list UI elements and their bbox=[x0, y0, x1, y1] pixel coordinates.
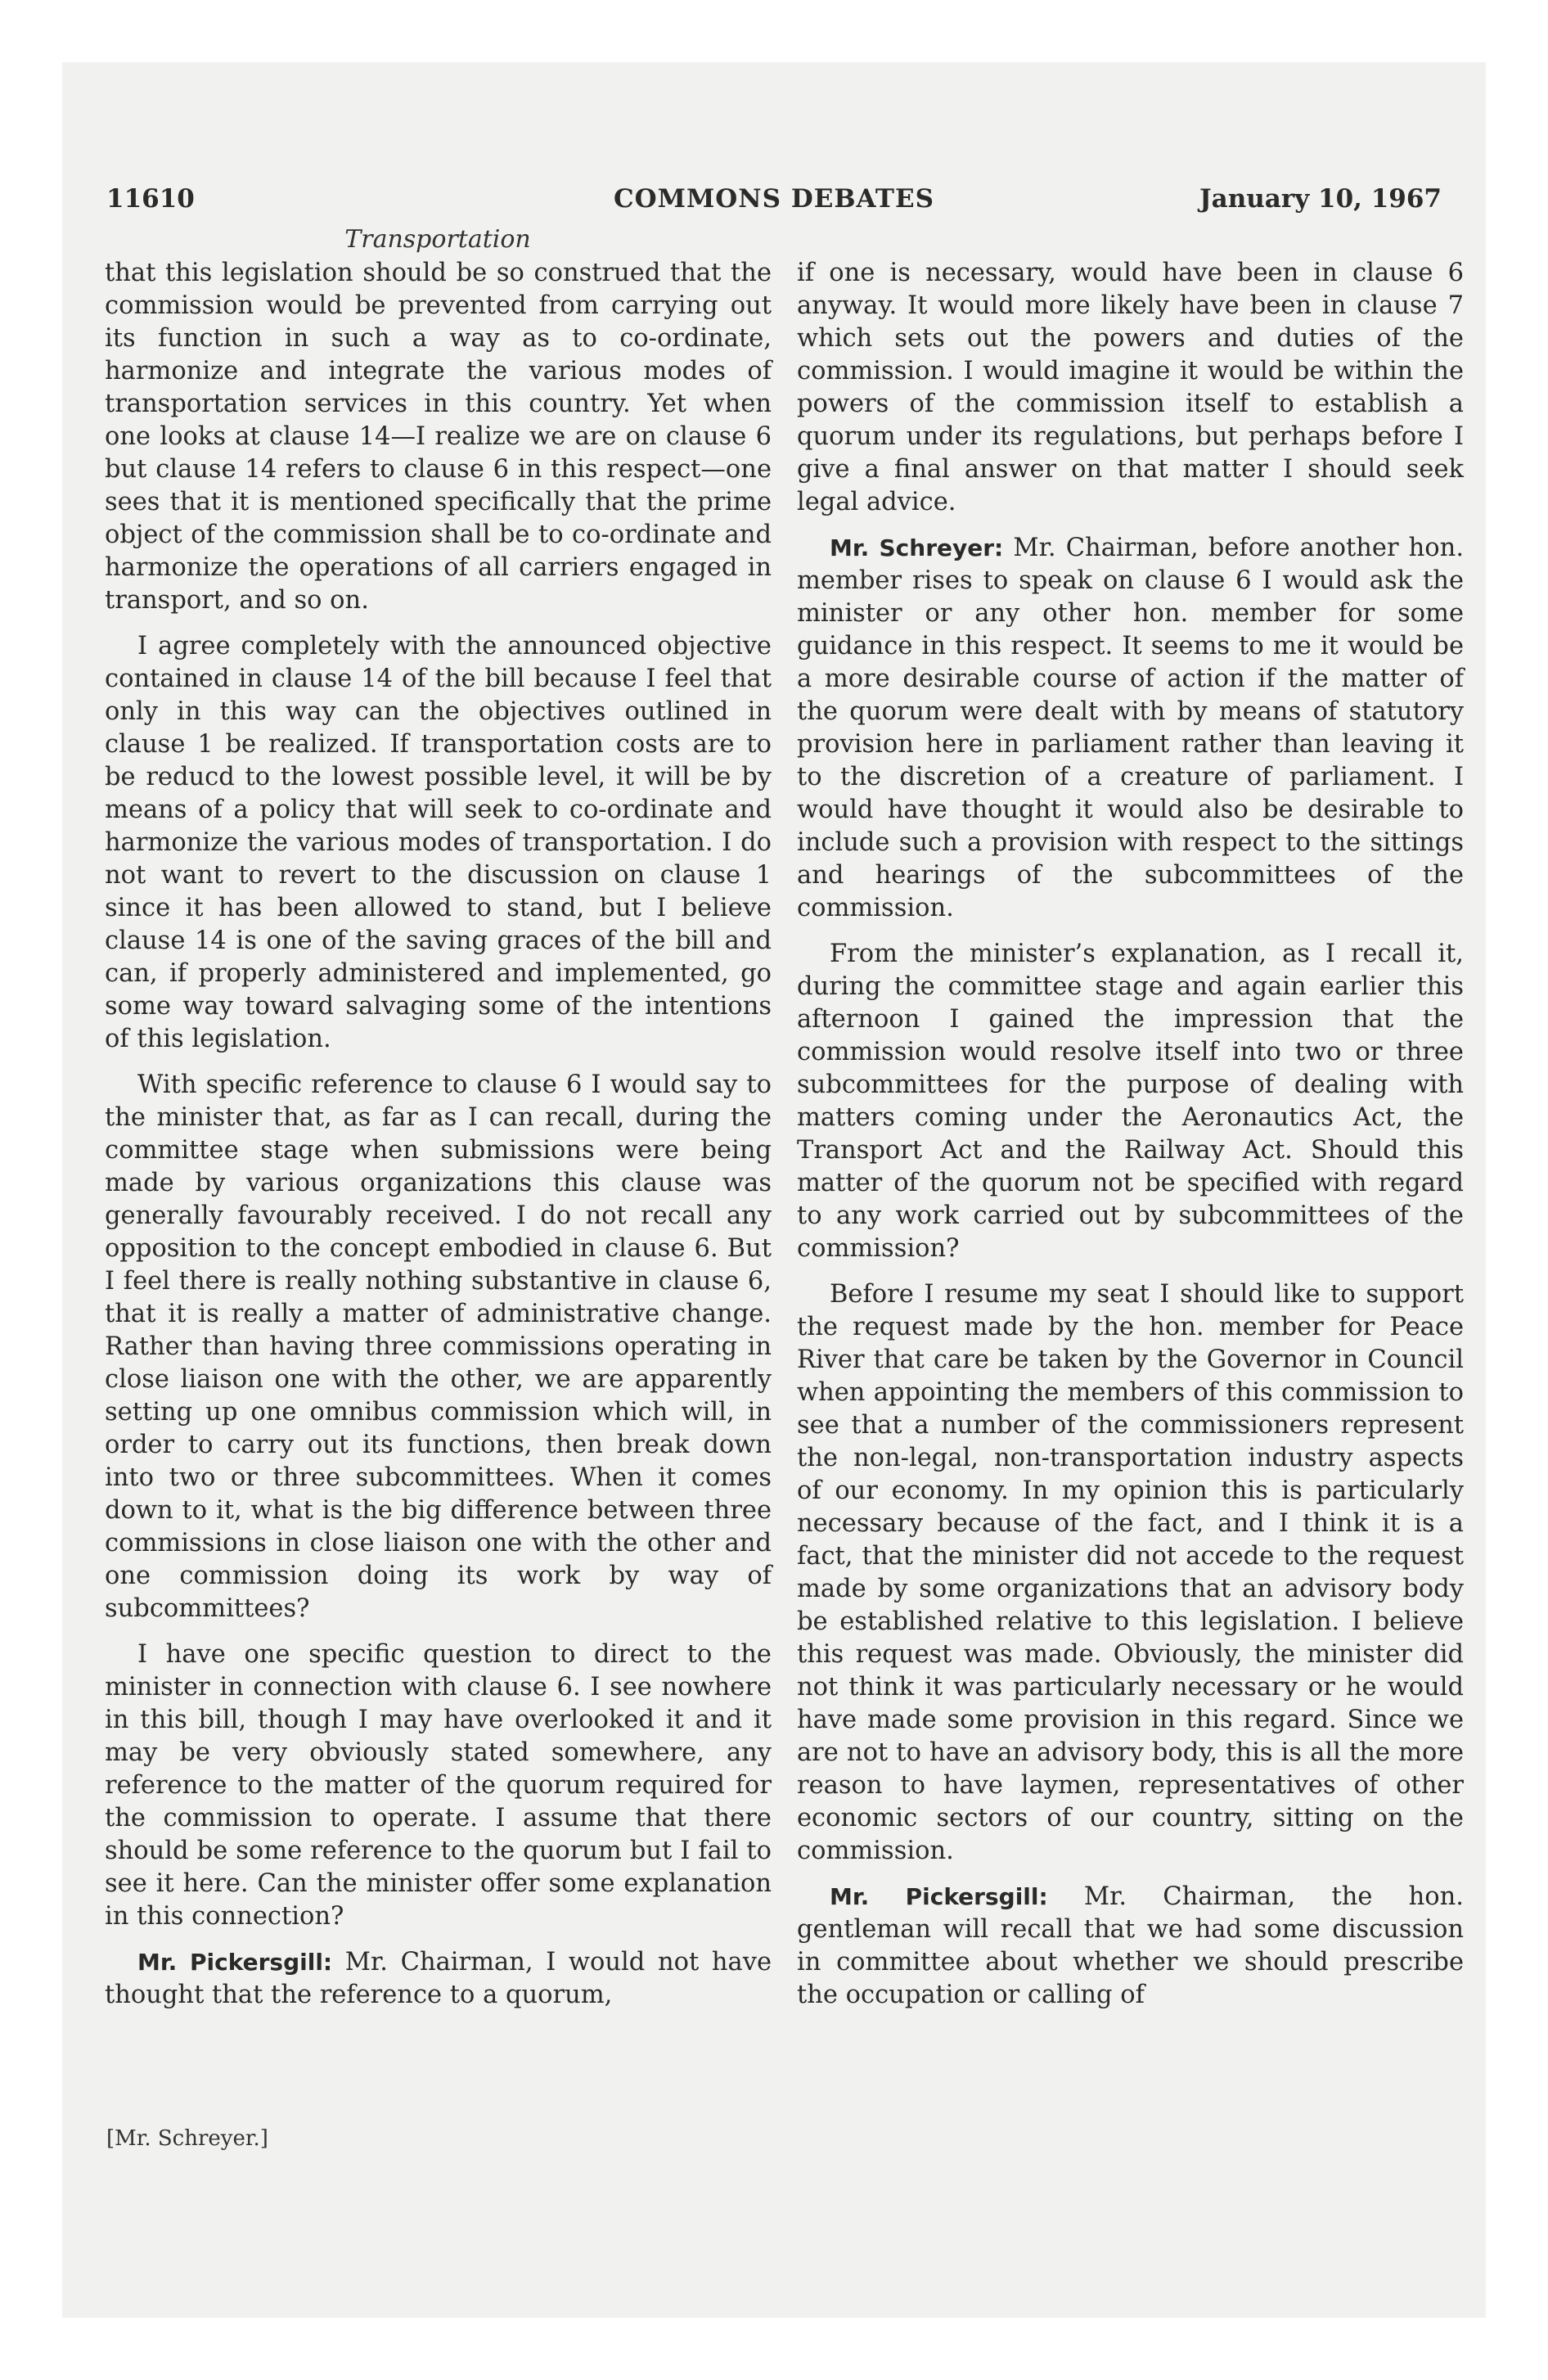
paragraph bbox=[797, 1881, 1464, 2012]
footer-note: [Mr. Schreyer.] bbox=[106, 2126, 268, 2151]
left-column bbox=[105, 257, 772, 2025]
paragraph bbox=[105, 630, 772, 1056]
page-header bbox=[106, 184, 1442, 225]
paragraph-text: I agree completely with the announced objective contained in clause 14 of the bill because I feel that only in this way can the objectives outlined in clause 1 be realized. If transportation costs are to be reducd to the lowest possible level, it will be by means of a policy that will seek to co-ordinate and harmonize the various modes of transportation. I do not want to revert to the discussion on clause 1 since it has been allowed to stand, but I believe clause 14 is one of the saving graces of the bill and can, if properly administered and implemented, go some way toward salvaging some of the intentions of this legislation. bbox=[105, 632, 772, 1053]
paragraph bbox=[105, 1069, 772, 1625]
publication-title: COMMONS DEBATES bbox=[614, 184, 934, 214]
paragraph-text: that this legislation should be so construed that the commission would be prevented from carrying out its function in such a way as to co-ordinate, harmonize and integrate the various modes of transportation services in this country. Yet when one looks at clause 14—I realize we are on clause 6 but clause 14 refers to clause 6 in this respect—one sees that it is mentioned specifically that the prime object of the commission shall be to co-ordinate and harmonize the operations of all carriers engaged in transport, and so on. bbox=[105, 259, 772, 615]
paragraph-text: I have one specific question to direct to the minister in connection with clause 6. I see nowhere in this bill, though I may have overlooked it and it may be very obviously stated somewhere, any reference to the matter of the quorum required for the commission to operate. I assume that there should be some reference to the quorum but I fail to see it here. Can the minister offer some explanation in this connection? bbox=[105, 1640, 772, 1931]
paragraph-text: Mr. Chairman, before another hon. member rises to speak on clause 6 I would ask the minister or any other hon. member for some guidance in this respect. It seems to me it would be a more desirable course of action if the matter of the quorum were dealt with by means of statutory provision here in parliament rather than leaving it to the discretion of a creature of parliament. I would have thought it would also be desirable to include such a provision with respect to the sittings and hearings of the subcommittees of the commission. bbox=[797, 534, 1465, 922]
paragraph-text: Mr. Chairman, I would not have thought that the reference to a quorum, bbox=[105, 1948, 772, 2009]
paragraph bbox=[105, 257, 772, 617]
paragraph bbox=[797, 257, 1464, 519]
speaker-name: Mr. Schreyer: bbox=[830, 534, 1004, 561]
paragraph bbox=[105, 1639, 772, 1933]
section-title: Transportation bbox=[344, 225, 531, 254]
paragraph-text: Mr. Chairman, the hon. gentleman will recall that we had some discussion in committee about whether we should prescribe the occupation or calling of bbox=[797, 1882, 1464, 2009]
paragraph-text: From the minister’s explanation, as I recall it, during the committee stage and again earlier this afternoon I gained the impression that the commission would resolve itself into two or three subcommittees for the purpose of dealing with matters coming under the Aeronautics Act, the Transport Act and the Railway Act. Should this matter of the quorum not be specified with regard to any work carried out by subcommittees of the commission? bbox=[797, 940, 1464, 1263]
speaker-name: Mr. Pickersgill: bbox=[830, 1883, 1048, 1910]
paragraph bbox=[797, 1278, 1464, 1868]
paragraph bbox=[105, 1946, 772, 2012]
speaker-name: Mr. Pickersgill: bbox=[137, 1949, 333, 1976]
paragraph bbox=[797, 938, 1464, 1265]
right-column bbox=[797, 257, 1464, 2025]
paragraph-text: With specific reference to clause 6 I would say to the minister that, as far as I can recall, during the committee stage when submissions were being made by various organizations this clause was generally favourably received. I do not recall any opposition to the concept embodied in clause 6. But I feel there is really nothing substantive in clause 6, that it is really a matter of administrative change. Rather than having three commissions operating in close liaison one with the other, we are apparently setting up one omnibus commission which will, in order to carry out its functions, then break down into two or three subcommittees. When it comes down to it, what is the big difference between three commissions in close liaison one with the other and one commission doing its work by way of subcommittees? bbox=[105, 1071, 772, 1623]
page-number: 11610 bbox=[106, 184, 195, 214]
publication-date: January 10, 1967 bbox=[1199, 184, 1442, 214]
paragraph-text: if one is necessary, would have been in clause 6 anyway. It would more likely have been in clause 7 which sets out the powers and duties of the commission. I would imagine it would be within the powers of the commission itself to establish a quorum under its regulations, but perhaps before I give a final answer on that matter I should seek legal advice. bbox=[797, 259, 1464, 516]
paragraph bbox=[797, 532, 1464, 925]
paragraph-text: Before I resume my seat I should like to support the request made by the hon. member for Peace River that care be taken by the Governor in Council when appointing the members of this commission to see that a number of the commissioners represent the non-legal, non-transportation industry aspects of our economy. In my opinion this is particularly necessary because of the fact, and I think it is a fact, that the minister did not accede to the request made by some organizations that an advisory body be established relative to this legislation. I believe this request was made. Obviously, the minister did not think it was particularly necessary or he would have made some provision in this regard. Since we are not to have an advisory body, this is all the more reason to have laymen, representatives of other economic sectors of our country, sitting on the commission. bbox=[797, 1280, 1464, 1865]
